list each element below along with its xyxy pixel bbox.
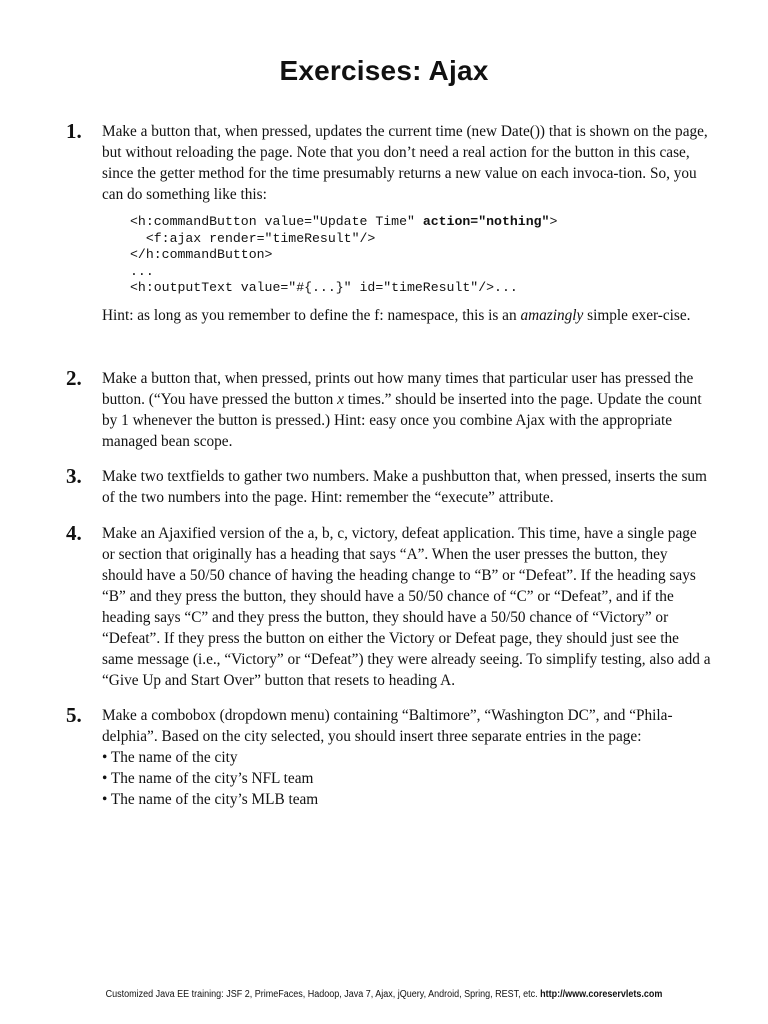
exercise-number: 4.: [66, 521, 82, 545]
exercise-text: Make a button that, when pressed, updates the current time (new Date()) that is shown on the page, but without reloading the page. Note that you don’t need a real action for the button in this case, since the getter method for the time presumably returns a new value on each invoca-tion. So, you can do something like this:: [102, 123, 708, 203]
exercise-text: Make two textfields to gather two numbers. Make a pushbutton that, when pressed, inserts the sum of the two numbers into the page. Hint: remember the “execute” attribute.: [102, 468, 707, 506]
footer-link[interactable]: http://www.coreservlets.com: [540, 989, 663, 1000]
exercise-text: Make a combobox (dropdown menu) containing “Baltimore”, “Washington DC”, and “Phila-delphia”. Based on the city selected, you should insert three separate entries in the page:: [102, 707, 673, 745]
footer-text: Customized Java EE training: JSF 2, PrimeFaces, Hadoop, Java 7, Ajax, jQuery, Android, Spring, REST, etc.: [105, 989, 541, 1000]
code-line: ...: [130, 263, 154, 279]
exercise-number: 1.: [66, 119, 82, 143]
exercise-body: [102, 523, 712, 691]
page-title: Exercises: Ajax: [279, 55, 489, 86]
code-block: [130, 214, 712, 297]
bullet-item: • The name of the city: [102, 749, 238, 766]
exercise-text: Make an Ajaxified version of the a, b, c, victory, defeat application. This time, have a single page or section that originally has a heading that says “A”. When the user presses the button, they should have a 50/50 chance of having the heading change to “B” or “Defeat”. If the heading says “B” and they press the button, they should have a 50/50 chance of “C” or “Defeat”, and if the heading says “C” and they press the button, they should have a 50/50 chance of “Victory” or “Defeat”. If they press the button on either the Victory or Defeat page, they should just see the same message (i.e., “Victory” or “Defeat”) they were already seeing. To simplify testing, also add a “Give Up and Start Over” button that resets to heading A.: [102, 525, 711, 689]
exercise-body: [102, 121, 712, 326]
exercise-number: 2.: [66, 366, 82, 390]
exercise-body: [102, 368, 712, 452]
code-line: <h:commandButton value="Update Time" action="nothing">: [130, 214, 558, 229]
code-line: <h:outputText value="#{...}" id="timeResult"/>...: [130, 280, 518, 296]
code-line: <f:ajax render="timeResult"/>: [130, 230, 376, 246]
bullet-item: • The name of the city’s NFL team: [102, 770, 314, 787]
exercise-body: [102, 466, 712, 508]
exercise-number: 5.: [66, 703, 82, 727]
exercise-hint: Hint: as long as you remember to define the f: namespace, this is an amazingly simple exer-cise.: [102, 306, 691, 324]
exercise-number: 3.: [66, 464, 82, 488]
exercise-text: Make a button that, when pressed, prints out how many times that particular user has pressed the button. (“You have pressed the button x times.” should be inserted into the page. Update the count by 1 whenever the button is pressed.) Hint: easy once you combine Ajax with the appropriate managed bean scope.: [102, 370, 702, 450]
page-footer: [38, 989, 729, 1000]
code-line: </h:commandButton>: [130, 247, 273, 263]
bullet-item: • The name of the city’s MLB team: [102, 791, 319, 808]
exercise-body: [102, 705, 712, 810]
